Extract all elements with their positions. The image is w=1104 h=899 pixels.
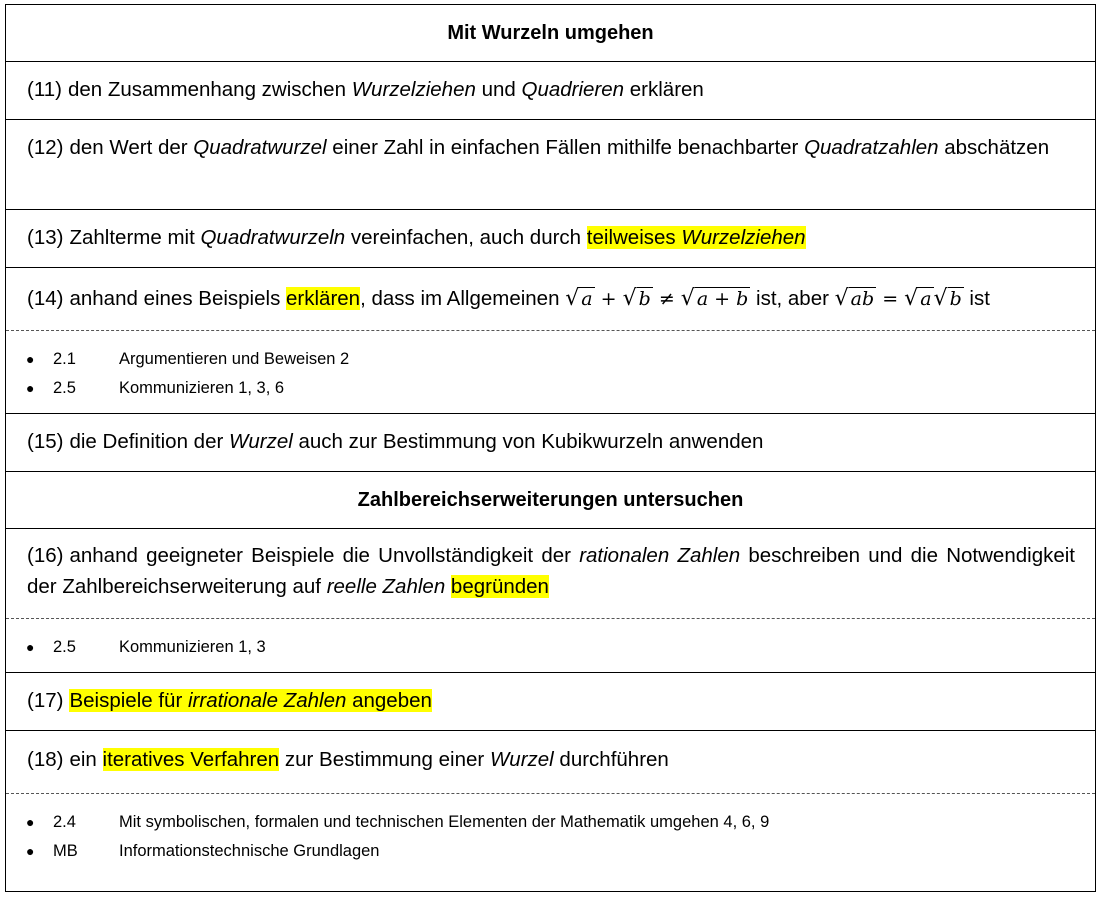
radicand: a + b — [696, 288, 749, 310]
item-number: (16) — [27, 544, 64, 567]
sqrt-symbol: √ a — [904, 286, 932, 311]
math-operator: ≠ — [658, 288, 675, 310]
sqrt-symbol: √ a — [565, 286, 593, 311]
term-emphasis: reelle Zahlen — [326, 575, 446, 598]
text-segment: ist — [963, 287, 990, 310]
text-segment: anhand geeigneter Beispiele die Unvollständigkeit der — [69, 544, 580, 567]
dashed-divider — [6, 793, 1095, 794]
sqrt-symbol: √ b — [933, 286, 962, 311]
dashed-divider — [6, 330, 1095, 331]
text-segment: zur Bestimmung einer — [279, 748, 490, 771]
dashed-divider — [6, 618, 1095, 619]
text-segment: durchführen — [553, 748, 669, 771]
text-segment: anhand eines Beispiels — [69, 287, 287, 310]
term-emphasis: Wurzelziehen — [681, 226, 806, 249]
competence-row-15 — [6, 413, 1095, 471]
item-number: (12) — [27, 136, 64, 159]
section-title: Zahlbereichserweiterungen untersuchen — [357, 489, 744, 511]
radicand: b — [949, 288, 962, 310]
bullet-icon: ● — [26, 380, 35, 396]
competence-code: 2.1 — [53, 350, 76, 368]
list-item — [6, 345, 1095, 374]
competence-text — [6, 283, 1095, 315]
competence-text — [6, 685, 1095, 716]
section-header-zahlbereiche — [6, 471, 1095, 528]
item-number: (17) — [27, 689, 64, 712]
competence-code: 2.5 — [53, 379, 76, 397]
text-segment: den Wert der — [69, 136, 194, 159]
highlighted-text — [69, 689, 431, 712]
bullet-icon: ● — [26, 351, 35, 367]
text-segment: auch zur Bestimmung von Kubikwurzeln anwenden — [292, 430, 764, 453]
competence-row-11 — [6, 61, 1095, 119]
text-segment: teilweises — [586, 226, 682, 249]
term-emphasis: rationalen Zahlen — [579, 544, 741, 567]
text-segment: die Definition der — [69, 430, 230, 453]
term-emphasis: Wurzel — [229, 430, 293, 453]
competence-label: Kommunizieren 1, 3, 6 — [119, 379, 285, 397]
highlighted-text: begründen — [450, 575, 549, 598]
radicand: b — [638, 288, 651, 310]
text-segment: abschätzen — [938, 136, 1050, 159]
text-segment: erklären — [624, 78, 704, 101]
competence-code: 2.5 — [53, 638, 76, 656]
text-segment: vereinfachen, auch durch — [345, 226, 587, 249]
radicand: a — [920, 288, 932, 310]
competence-label: Informationstechnische Grundlagen — [119, 842, 380, 860]
curriculum-table — [5, 4, 1096, 892]
process-competence-list — [6, 345, 1095, 403]
bullet-icon: ● — [26, 814, 35, 830]
text-segment: Beispiele für — [69, 689, 188, 712]
text-segment: beschreiben und die Notwendigkeit der Zahlbereichserweiterung auf — [27, 544, 1075, 598]
math-formula-equality — [835, 288, 964, 310]
radicand: a — [581, 288, 593, 310]
section-header-wurzeln — [6, 5, 1095, 61]
highlighted-text — [587, 226, 806, 249]
list-item — [6, 837, 1095, 866]
list-item — [6, 374, 1095, 403]
competence-text — [6, 132, 1095, 163]
competence-label: Mit symbolischen, formalen und technischen Elementen der Mathematik umgehen 4, 6, 9 — [119, 813, 770, 831]
text-segment: und — [475, 78, 522, 101]
math-formula-inequality — [565, 288, 750, 310]
sqrt-symbol: √ a + b — [680, 286, 749, 311]
list-item — [6, 633, 1095, 662]
text-segment: den Zusammenhang zwischen — [67, 78, 352, 101]
competence-text — [6, 426, 1095, 457]
text-segment: , dass im Allgemeinen — [360, 287, 566, 310]
term-emphasis: Quadrieren — [521, 78, 625, 101]
competence-row-13 — [6, 209, 1095, 267]
competence-row-16 — [6, 528, 1095, 672]
term-emphasis: Wurzelziehen — [351, 78, 476, 101]
competence-row-14 — [6, 267, 1095, 413]
text-segment: einer Zahl in einfachen Fällen mithilfe benachbarter — [326, 136, 805, 159]
competence-text — [6, 222, 1095, 253]
competence-code: 2.4 — [53, 813, 76, 831]
item-number: (14) — [27, 287, 64, 310]
competence-code: MB — [53, 842, 78, 860]
math-operator: = — [882, 288, 899, 310]
term-emphasis: Wurzel — [489, 748, 554, 771]
process-competence-list — [6, 633, 1095, 662]
competence-text — [6, 74, 1095, 105]
competence-row-12 — [6, 119, 1095, 209]
highlighted-text: iteratives Verfahren — [102, 748, 280, 771]
text-segment: Zahlterme mit — [69, 226, 201, 249]
competence-label: Kommunizieren 1, 3 — [119, 638, 266, 656]
item-number: (15) — [27, 430, 64, 453]
term-emphasis: Quadratwurzel — [193, 136, 327, 159]
sqrt-symbol: √ b — [622, 286, 651, 311]
radicand: ab — [850, 288, 875, 310]
item-number: (13) — [27, 226, 64, 249]
bullet-icon: ● — [26, 843, 35, 859]
item-number: (11) — [27, 78, 62, 101]
section-title: Mit Wurzeln umgehen — [447, 22, 654, 44]
process-competence-list — [6, 808, 1095, 866]
term-emphasis: irrationale Zahlen — [187, 689, 347, 712]
text-segment: angeben — [346, 689, 432, 712]
competence-label: Argumentieren und Beweisen 2 — [119, 350, 350, 368]
competence-text — [6, 540, 1095, 602]
highlighted-text: erklären — [286, 287, 361, 310]
term-emphasis: Quadratwurzeln — [200, 226, 346, 249]
text-segment: ein — [69, 748, 103, 771]
item-number: (18) — [27, 748, 64, 771]
math-operator: + — [600, 288, 617, 310]
sqrt-symbol: √ ab — [834, 286, 875, 311]
text-segment: ist, aber — [750, 287, 835, 310]
competence-row-18 — [6, 730, 1095, 891]
term-emphasis: Quadratzahlen — [804, 136, 939, 159]
competence-row-17 — [6, 672, 1095, 730]
list-item — [6, 808, 1095, 837]
bullet-icon: ● — [26, 639, 35, 655]
competence-text — [6, 744, 1095, 775]
